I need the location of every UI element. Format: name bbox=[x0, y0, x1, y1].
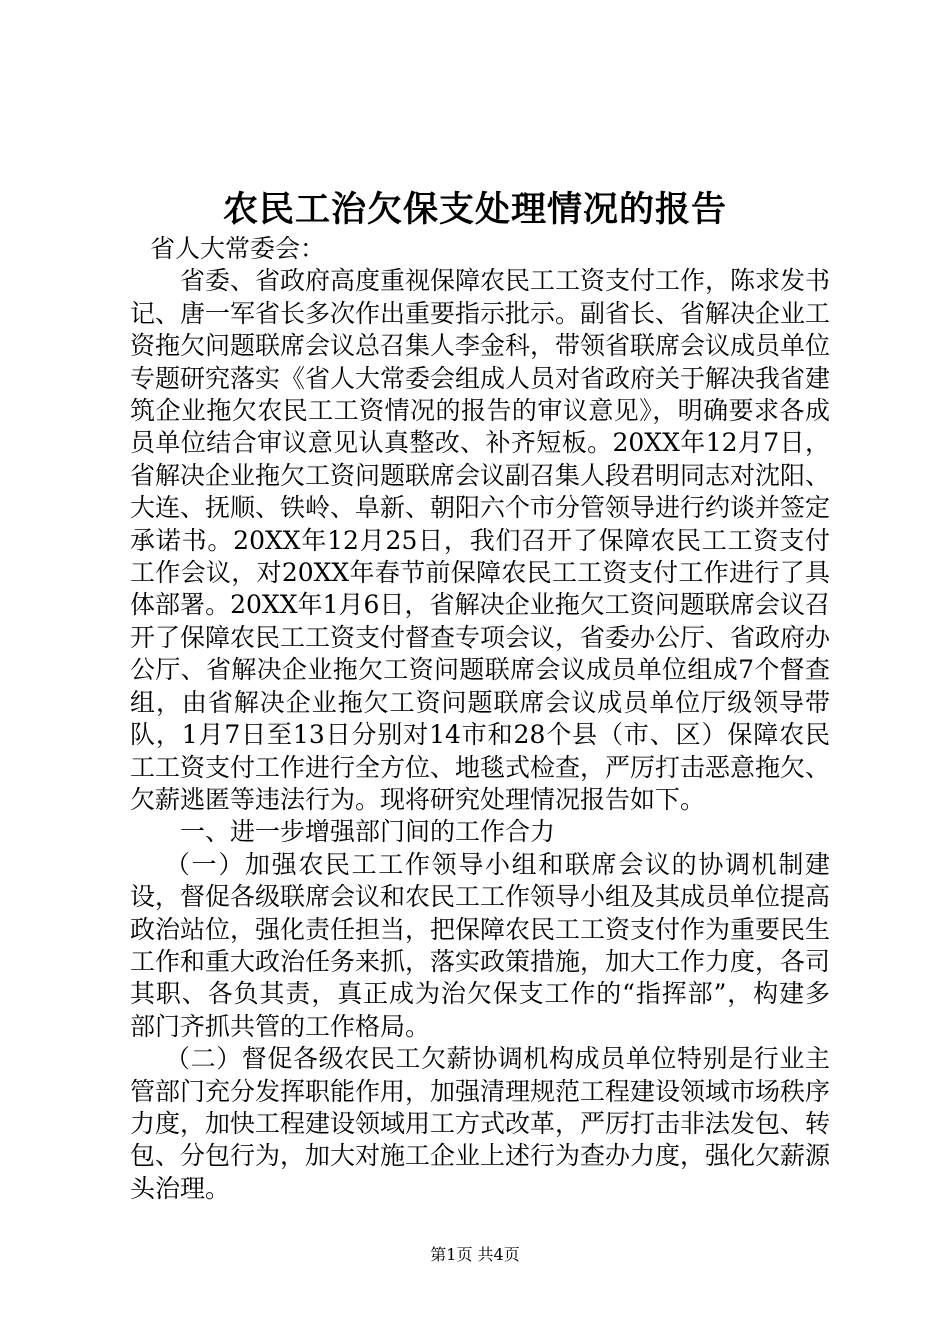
paragraph-intro: 省委、省政府高度重视保障农民工工资支付工作，陈求发书记、唐一军省长多次作出重要指示批示。副省长、省解决企业工资拖欠问题联席会议总召集人李金科，带领省联席会议成员单位专题研究落实《省人大常委会组成人员对省政府关于解决我省建筑企业拖欠农民工工资情况的报告的审议意见》，明确要求各成员单位结合审议意见认真整改、补齐短板。20XX年12月7日，省解决企业拖欠工资问题联席会议副召集人段君明同志对沈阳、大连、抚顺、铁岭、阜新、朝阳六个市分管领导进行约谈并签定承诺书。20XX年12月25日，我们召开了保障农民工工资支付工作会议，对20XX年春节前保障农民工工资支付工作进行了具体部署。20XX年1月6日，省解决企业拖欠工资问题联席会议召开了保障农民工工资支付督查专项会议，省委办公厅、省政府办公厅、省解决企业拖欠工资问题联席会议成员单位组成7个督查组，由省解决企业拖欠工资问题联席会议成员单位厅级领导带队，1月7日至13日分别对14市和28个县（市、区）保障农民工工资支付工作进行全方位、地毯式检查，严厉打击恶意拖欠、欠薪逃匿等违法行为。现将研究处理情况报告如下。 bbox=[130, 266, 831, 814]
page-number-footer: 第1页 共4页 bbox=[430, 1245, 520, 1264]
paragraph-item-2: （二）督促各级农民工欠薪协调机构成员单位特别是行业主管部门充分发挥职能作用，加强清理规范工程建设领域市场秩序力度，加快工程建设领域用工方式改革，严厉打击非法发包、转包、分包行为，加大对施工企业上述行为查办力度，强化欠薪源头治理。 bbox=[130, 1044, 831, 1203]
paragraph-item-1: （一）加强农民工工作领导小组和联席会议的协调机制建设，督促各级联席会议和农民工工作领导小组及其成员单位提高政治站位，强化责任担当，把保障农民工工资支付作为重要民生工作和重大政治任务来抓，落实政策措施，加大工作力度，各司其职、各负其责，真正成为治欠保支工作的“指挥部”，构建多部门齐抓共管的工作格局。 bbox=[130, 849, 831, 1041]
section-heading-1: 一、进一步增强部门间的工作合力 bbox=[180, 817, 556, 847]
document-title: 农民工治欠保支处理情况的报告 bbox=[222, 189, 727, 230]
document-body bbox=[130, 233, 830, 1205]
salutation: 省人大常委会： bbox=[150, 234, 326, 263]
